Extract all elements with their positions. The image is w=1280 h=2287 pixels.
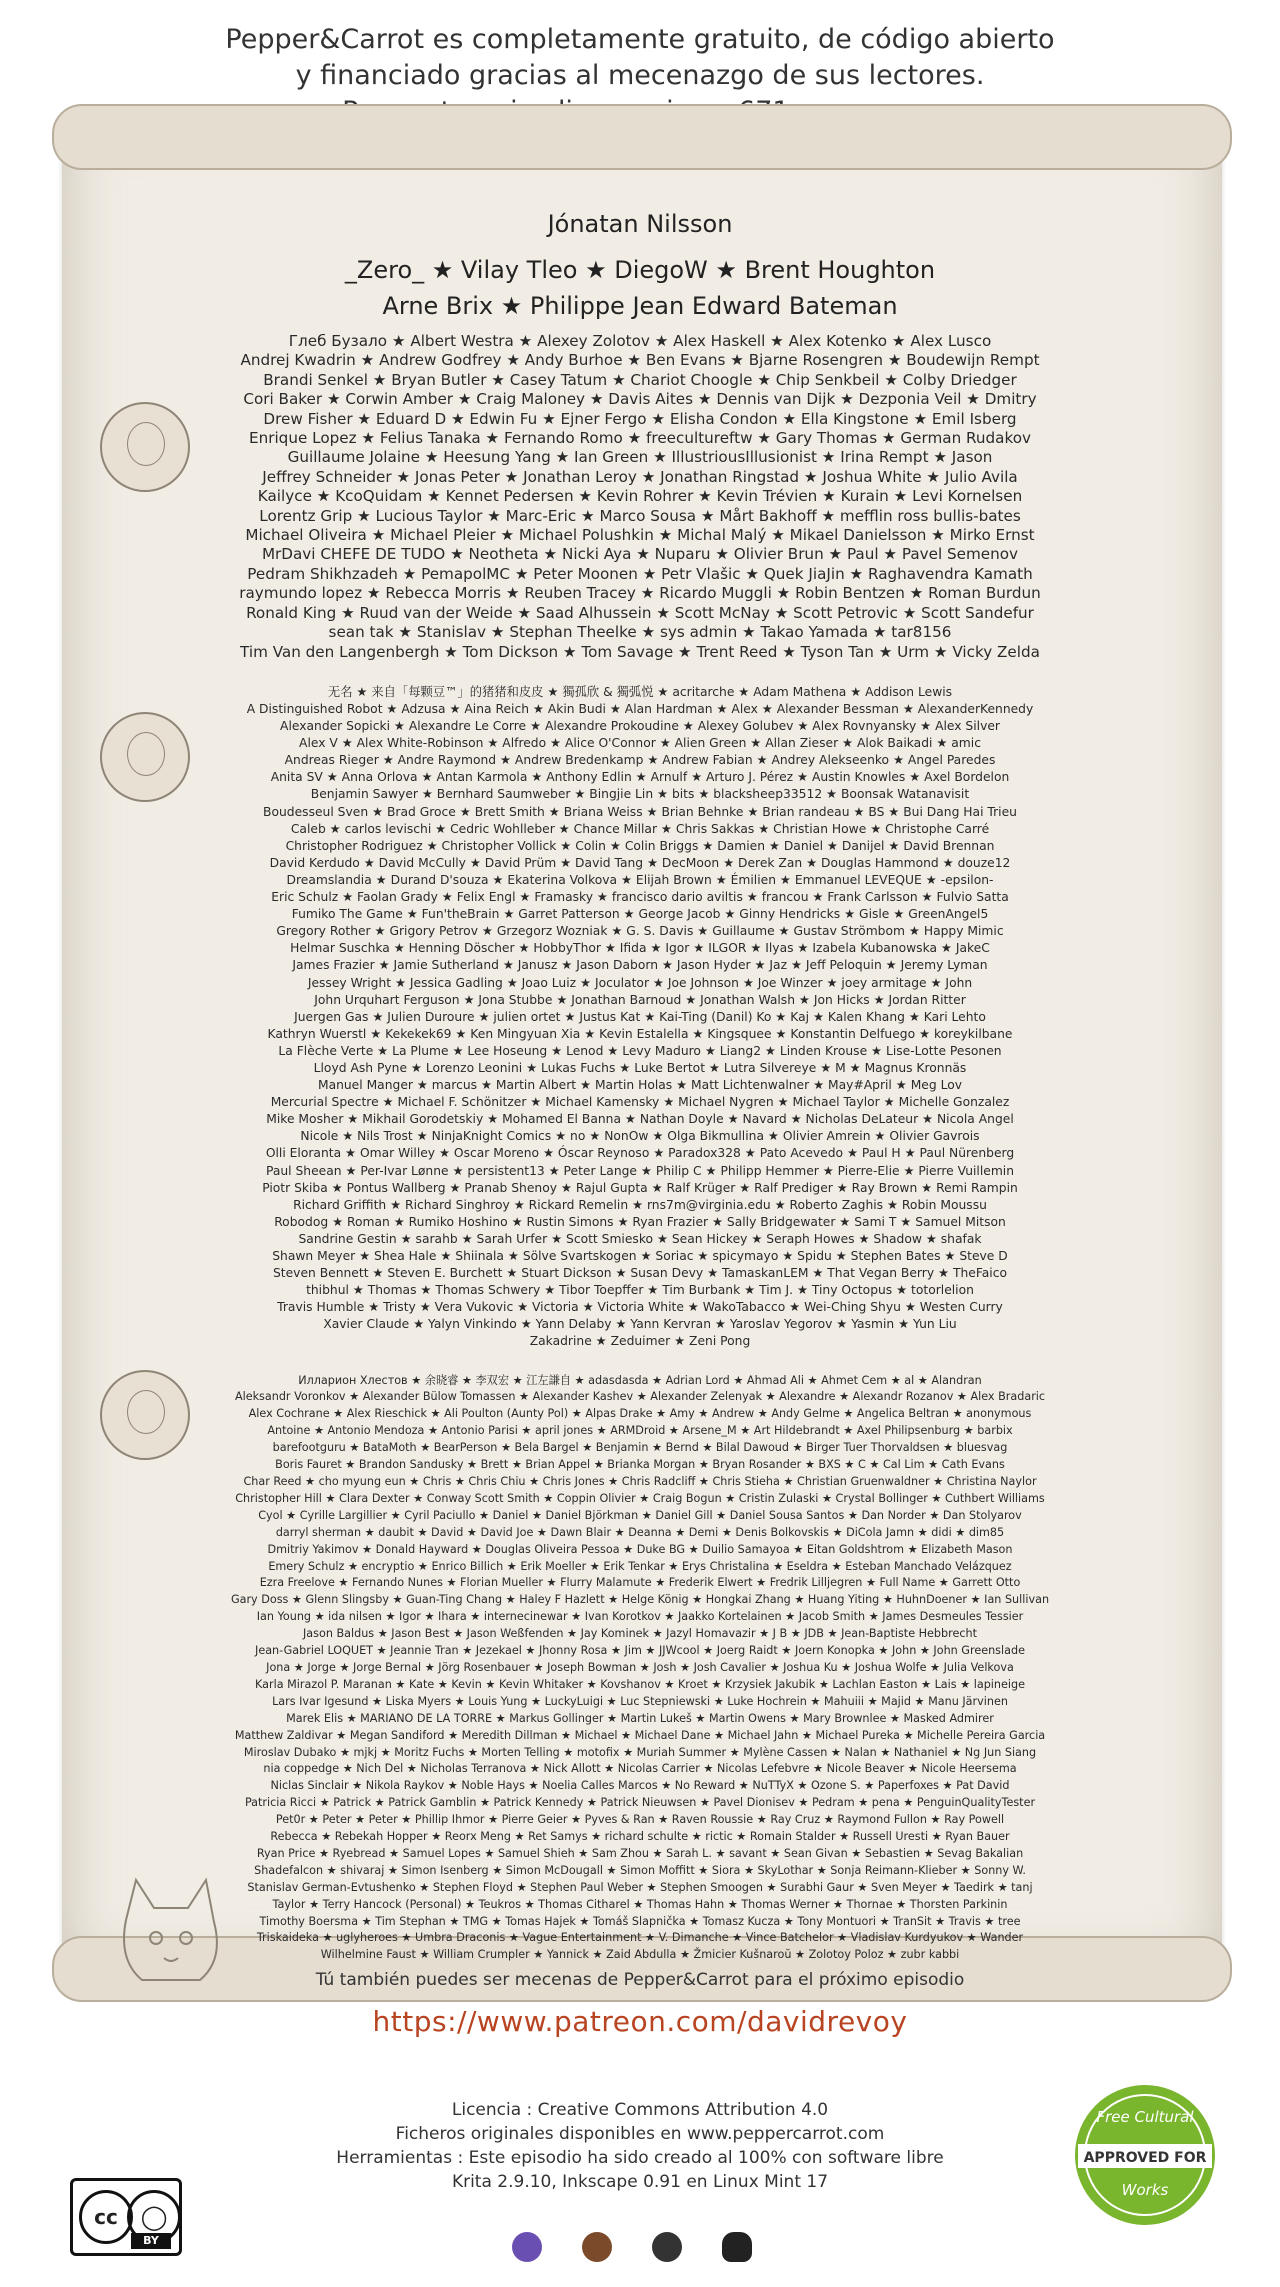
patron-line: Jason Baldus ★ Jason Best ★ Jason Weßfenden ★ Jay Kominek ★ Jazyl Homavazir ★ J B ★ JDB ★ Jean-Baptiste Hebbrecht — [303, 1627, 977, 1641]
patron-line: Karla Mirazol P. Maranan ★ Kate ★ Kevin ★ Kevin Whitaker ★ Kovshanov ★ Kroet ★ Krzysiek Jakubik ★ Lachlan Easton ★ Lais ★ lapineige — [255, 1677, 1025, 1691]
patron-line: La Flèche Verte ★ La Plume ★ Lee Hoseung ★ Lenod ★ Levy Maduro ★ Liang2 ★ Linden Krouse ★ Lise-Lotte Pesonen — [278, 1043, 1002, 1058]
header-line-1: Pepper&Carrot es completamente gratuito, de código abierto — [225, 24, 1055, 55]
patron-line: nia coppedge ★ Nich Del ★ Nicholas Terranova ★ Nick Allott ★ Nicolas Carrier ★ Nicolas Lefebvre ★ Nicole Beaver ★ Nicole Heersema — [263, 1762, 1017, 1776]
patron-line: Miroslav Dubako ★ mjkj ★ Moritz Fuchs ★ Morten Telling ★ motofix ★ Muriah Summer ★ Mylène Cassen ★ Nalan ★ Nathaniel ★ Ng Jun Siang — [243, 1745, 1037, 1759]
patron-line: Ryan Price ★ Ryebread ★ Samuel Lopes ★ Samuel Shieh ★ Sam Zhou ★ Sarah L. ★ savant ★ Sean Givan ★ Sebastien ★ Sevag Bakalian — [256, 1846, 1024, 1860]
patron-line: Gary Doss ★ Glenn Slingsby ★ Guan-Ting Chang ★ Haley F Hazlett ★ Helge König ★ Hongkai Zhang ★ Huang Yiting ★ HuhnDoener ★ Ian Sullivan — [230, 1593, 1050, 1607]
patron-line: Emery Schulz ★ encryptio ★ Enrico Billich ★ Erik Moeller ★ Erik Tenkar ★ Erys Christalina ★ Eseldra ★ Esteban Manchado Velázquez — [268, 1559, 1012, 1573]
patron-line: Andreas Rieger ★ Andre Raymond ★ Andrew Bredenkamp ★ Andrew Fabian ★ Andrey Alekseenko ★ Angel Paredes — [284, 753, 996, 768]
patron-line: Zakadrine ★ Zeduimer ★ Zeni Pong — [529, 1334, 751, 1349]
patron-line: Stanislav German-Evtushenko ★ Stephen Floyd ★ Stephen Paul Weber ★ Stephen Smoogen ★ Surabhi Gaur ★ Sven Meyer ★ Taedirk ★ tanj — [247, 1880, 1033, 1894]
gmic-icon — [582, 2232, 612, 2262]
patron-line: Lorentz Grip ★ Lucious Taylor ★ Marc-Eric ★ Marco Sousa ★ Mårt Bakhoff ★ mefflin ross bullis-bates — [259, 506, 1021, 525]
patron-line: Mercurial Spectre ★ Michael F. Schönitzer ★ Michael Kamensky ★ Michael Nygren ★ Michael Taylor ★ Michelle Gonzalez — [270, 1095, 1010, 1110]
patron-block-2 — [70, 684, 1210, 1351]
software-text: Krita 2.9.10, Inkscape 0.91 en Linux Mint 17 — [451, 2172, 829, 2192]
patron-line: Marek Elis ★ MARIANO DE LA TORRE ★ Markus Gollinger ★ Martin Lukeš ★ Martin Owens ★ Mary Brownlee ★ Masked Admirer — [286, 1711, 994, 1725]
patron-line: Matthew Zaldivar ★ Megan Sandiford ★ Meredith Dillman ★ Michael ★ Michael Dane ★ Michael Jahn ★ Michael Pureka ★ Michelle Pereira Garcia — [234, 1728, 1046, 1742]
patron-line: Triskaideka ★ uglyheroes ★ Umbra Draconis ★ Vague Entertainment ★ V. Dimanche ★ Vince Batchelor ★ Vladislav Kurdyukov ★ Wander — [256, 1931, 1024, 1945]
patron-line: Kailyce ★ KcoQuidam ★ Kennet Pedersen ★ Kevin Rohrer ★ Kevin Trévien ★ Kurain ★ Levi Kornelsen — [257, 487, 1023, 506]
patron-line: thibhul ★ Thomas ★ Thomas Schwery ★ Tibor Toepffer ★ Tim Burbank ★ Tim J. ★ Tiny Octopus ★ totorlelion — [306, 1283, 974, 1298]
patron-line: Boudesseul Sven ★ Brad Groce ★ Brett Smith ★ Briana Weiss ★ Brian Behnke ★ Brian randeau ★ BS ★ Bui Dang Hai Trieu — [263, 804, 1017, 819]
patron-line: sean tak ★ Stanislav ★ Stephan Theelke ★ sys admin ★ Takao Yamada ★ tar8156 — [328, 623, 952, 642]
patron-line: Lloyd Ash Pyne ★ Lorenzo Leonini ★ Lukas Fuchs ★ Luke Bertot ★ Lutra Silvereye ★ M ★ Magnus Kronnäs — [313, 1060, 967, 1075]
patron-line: John Urquhart Ferguson ★ Jona Stubbe ★ Jonathan Barnoud ★ Jonathan Walsh ★ Jon Hicks ★ Jordan Ritter — [314, 992, 966, 1007]
patron-line: Drew Fisher ★ Eduard D ★ Edwin Fu ★ Ejner Fergo ★ Elisha Condon ★ Ella Kingstone ★ Emil Isberg — [263, 409, 1017, 428]
patron-line: Mike Mosher ★ Mikhail Gorodetskiy ★ Mohamed El Banna ★ Nathan Doyle ★ Navard ★ Nicholas DeLateur ★ Nicola Angel — [266, 1112, 1014, 1127]
patron-line: Jessey Wright ★ Jessica Gadling ★ Joao Luiz ★ Joculator ★ Joe Johnson ★ Joe Winzer ★ joey armitage ★ John — [307, 975, 973, 990]
badge-top-text: Free Cultural — [1096, 2108, 1194, 2126]
patron-line: Илларион Хлестов ★ 余晓睿 ★ 李双宏 ★ 江左謙自 ★ adasdasda ★ Adrian Lord ★ Ahmad Ali ★ Ahmet Cem ★ al ★ Alandran — [298, 1373, 982, 1387]
tier2-patrons — [70, 252, 1210, 324]
patron-line: Niclas Sinclair ★ Nikola Raykov ★ Noble Hays ★ Noelia Calles Marcos ★ No Reward ★ NuTTyX ★ Ozone S. ★ Paperfoxes ★ Pat David — [270, 1779, 1010, 1793]
patron-line: James Frazier ★ Jamie Sutherland ★ Janusz ★ Jason Daborn ★ Jason Hyder ★ Jaz ★ Jeff Peloquin ★ Jeremy Lyman — [292, 958, 988, 973]
license-text: Licencia : Creative Commons Attribution 4.0 — [451, 2100, 829, 2120]
patron-line: Travis Humble ★ Tristy ★ Vera Vukovic ★ Victoria ★ Victoria White ★ WakoTabacco ★ Wei-Ching Shyu ★ Westen Curry — [277, 1300, 1003, 1315]
attribution-person-icon: ◯ — [127, 2190, 181, 2244]
patron-line: A Distinguished Robot ★ Adzusa ★ Aina Reich ★ Akin Budi ★ Alan Hardman ★ Alex ★ Alexander Bessman ★ AlexanderKennedy — [246, 702, 1034, 716]
patron-line: Nicole ★ Nils Trost ★ NinjaKnight Comics ★ no ★ NonOw ★ Olga Bikmullina ★ Olivier Amrein ★ Olivier Gavrois — [300, 1129, 980, 1144]
patron-line: Guillaume Jolaine ★ Heesung Yang ★ Ian Green ★ IllustriousIllusionist ★ Irina Rempt ★ Jason — [287, 448, 993, 467]
patron-line: Jean-Gabriel LOQUET ★ Jeannie Tran ★ Jezekael ★ Jhonny Rosa ★ Jim ★ JJWcool ★ Joerg Raidt ★ Joern Konopka ★ John ★ John Greenslade — [255, 1644, 1025, 1658]
patron-line: Tim Van den Langenbergh ★ Tom Dickson ★ Tom Savage ★ Trent Reed ★ Tyson Tan ★ Urm ★ Vicky Zelda — [240, 642, 1040, 661]
patron-line: Jeffrey Schneider ★ Jonas Peter ★ Jonathan Leroy ★ Jonathan Ringstad ★ Joshua White ★ Julio Avila — [262, 467, 1018, 486]
patron-line: Olli Eloranta ★ Omar Willey ★ Oscar Moreno ★ Óscar Reynoso ★ Paradox328 ★ Pato Acevedo ★ Paul H ★ Paul Nürenberg — [265, 1146, 1015, 1161]
patron-line: Antoine ★ Antonio Mendoza ★ Antonio Parisi ★ april jones ★ ARMDroid ★ Arsene_M ★ Art Hildebrandt ★ Axel Philipsenburg ★ barbix — [267, 1424, 1013, 1438]
tier2-line: _Zero_ ★ Vilay Tleo ★ DiegoW ★ Brent Houghton — [344, 256, 936, 284]
patron-line: Paul Sheean ★ Per-Ivar Lønne ★ persistent13 ★ Peter Lange ★ Philip C ★ Philipp Hemmer ★ Pierre-Elie ★ Pierre Vuillemin — [265, 1163, 1015, 1178]
sources-text: Ficheros originales disponibles en www.peppercarrot.com — [395, 2124, 885, 2144]
patron-block-1 — [70, 332, 1210, 662]
patron-line: Boris Fauret ★ Brandon Sandusky ★ Brett ★ Brian Appel ★ Brianka Morgan ★ Bryan Rosander ★ BXS ★ C ★ Cal Lim ★ Cath Evans — [275, 1458, 1005, 1472]
krita-icon — [512, 2232, 542, 2262]
patron-line: 无名 ★ 来自「每颗豆™」的猪猪和皮皮 ★ 獨孤欣 & 獨弧悦 ★ acritarche ★ Adam Mathena ★ Addison Lewis — [327, 684, 953, 699]
patron-line: Timothy Boersma ★ Tim Stephan ★ TMG ★ Tomas Hajek ★ Tomáš Slapnička ★ Tomasz Kucza ★ Tony Montuori ★ TranSit ★ Travis ★ tree — [259, 1914, 1021, 1928]
cta-text: Tú también puedes ser mecenas de Pepper&Carrot para el próximo episodio — [315, 1970, 965, 1990]
patron-line: Dmitriy Yakimov ★ Donald Hayward ★ Douglas Oliveira Pessoa ★ Duke BG ★ Duilio Samayoa ★ Eitan Goldshtrom ★ Elizabeth Mason — [267, 1542, 1013, 1556]
patron-line: Fumiko The Game ★ Fun'theBrain ★ Garret Patterson ★ George Jacob ★ Ginny Hendricks ★ Gisle ★ GreenAngel5 — [291, 907, 989, 922]
patron-line: Ian Young ★ ida nilsen ★ Igor ★ Ihara ★ internecinewar ★ Ivan Korotkov ★ Jaakko Kortelainen ★ Jacob Smith ★ James Desmeules Tessier — [256, 1610, 1024, 1624]
patron-line: Pet0r ★ Peter ★ Peter ★ Phillip Ihmor ★ Pierre Geier ★ Pyves & Ran ★ Raven Roussie ★ Ray Cruz ★ Raymond Fullon ★ Ray Powell — [275, 1813, 1005, 1827]
badge-bottom-text: Works — [1121, 2181, 1169, 2199]
patron-line: Christopher Hill ★ Clara Dexter ★ Conway Scott Smith ★ Coppin Olivier ★ Craig Bogun ★ Cristin Zulaski ★ Crystal Bollinger ★ Cuthbert Williams — [235, 1491, 1045, 1505]
patron-line: Shawn Meyer ★ Shea Hale ★ Shiinala ★ Sölve Svartskogen ★ Soriac ★ spicymayo ★ Spidu ★ Stephen Bates ★ Steve D — [272, 1249, 1008, 1263]
patron-line: Pedram Shikhzadeh ★ PemapolMC ★ Peter Moonen ★ Petr Vlašic ★ Quek JiaJin ★ Raghavendra Kamath — [247, 564, 1033, 583]
patron-line: raymundo lopez ★ Rebecca Morris ★ Reuben Tracey ★ Ricardo Muggli ★ Robin Bentzen ★ Roman Burdun — [239, 584, 1041, 603]
patron-line: Char Reed ★ cho myung eun ★ Chris ★ Chris Chiu ★ Chris Jones ★ Chris Radcliff ★ Chris Stieha ★ Christian Gruenwaldner ★ Christina Naylor — [243, 1475, 1037, 1488]
patron-line: Enrique Lopez ★ Felius Tanaka ★ Fernando Romo ★ freecultureftw ★ Gary Thomas ★ German Rudakov — [249, 429, 1031, 448]
tier2-line: Arne Brix ★ Philippe Jean Edward Bateman — [382, 292, 898, 320]
linux-tux-icon — [722, 2232, 752, 2262]
patron-line: Anita SV ★ Anna Orlova ★ Antan Karmola ★ Anthony Edlin ★ Arnulf ★ Arturo J. Pérez ★ Austin Knowles ★ Axel Bordelon — [270, 770, 1010, 785]
patron-line: Cyol ★ Cyrille Largillier ★ Cyril Paciullo ★ Daniel ★ Daniel Björkman ★ Daniel Gill ★ Daniel Sousa Santos ★ Dan Norder ★ Dan Stolyarov — [258, 1508, 1022, 1522]
patron-line: barefootguru ★ BataMoth ★ BearPerson ★ Bela Bargel ★ Benjamin ★ Bernd ★ Bilal Dawoud ★ Birger Tuer Thorvaldsen ★ bluesvag — [272, 1441, 1008, 1455]
patron-line: Brandi Senkel ★ Bryan Butler ★ Casey Tatum ★ Chariot Choogle ★ Chip Senkbeil ★ Colby Driedger — [263, 370, 1017, 389]
patron-line: Dreamslandia ★ Durand D'souza ★ Ekaterina Volkova ★ Elijah Brown ★ Émilien ★ Emmanuel LEVEQUE ★ -epsilon- — [286, 872, 994, 887]
top-patron: Jónatan Nilsson — [547, 210, 733, 238]
patron-list — [70, 200, 1210, 1964]
cc-logo: cc — [79, 2190, 133, 2244]
patron-line: Ezra Freelove ★ Fernando Nunes ★ Florian Mueller ★ Flurry Malamute ★ Frederik Elwert ★ Fredrik Lilljegren ★ Full Name ★ Garrett Otto — [259, 1576, 1021, 1590]
patron-line: Caleb ★ carlos levischi ★ Cedric Wohlleber ★ Chance Millar ★ Chris Sakkas ★ Christian Howe ★ Christophe Carré — [290, 821, 990, 836]
patron-line: Ronald King ★ Ruud van der Weide ★ Saad Alhussein ★ Scott McNay ★ Scott Petrovic ★ Scott Sandefur — [246, 603, 1034, 622]
patron-line: Christopher Rodriguez ★ Christopher Vollick ★ Colin ★ Colin Briggs ★ Damien ★ Daniel ★ Danijel ★ David Brennan — [285, 838, 995, 853]
patron-line: Richard Griffith ★ Richard Singhroy ★ Rickard Remelin ★ rns7m@virginia.edu ★ Roberto Zaghis ★ Robin Moussu — [293, 1197, 987, 1212]
patron-line: Alex V ★ Alex White-Robinson ★ Alfredo ★ Alice O'Connor ★ Alien Green ★ Allan Zieser ★ Alok Baikadi ★ amic — [299, 736, 981, 751]
patron-block-3 — [70, 1373, 1210, 1965]
tools-text: Herramientas : Este episodio ha sido creado al 100% con software libre — [336, 2148, 944, 2168]
patron-line: Глеб Бузало ★ Albert Westra ★ Alexey Zolotov ★ Alex Haskell ★ Alex Kotenko ★ Alex Lusco — [288, 332, 992, 350]
patron-line: Cori Baker ★ Corwin Amber ★ Craig Maloney ★ Davis Aites ★ Dennis van Dijk ★ Dezponia Veil ★ Dmitry — [243, 390, 1037, 409]
inkscape-icon — [652, 2232, 682, 2262]
patron-line: Shadefalcon ★ shivaraj ★ Simon Isenberg ★ Simon McDougall ★ Simon Moffitt ★ Siora ★ SkyLothar ★ Sonja Reimann-Klieber ★ Sonny W. — [254, 1863, 1026, 1877]
software-icons — [512, 2232, 752, 2268]
patron-line: David Kerdudo ★ David McCully ★ David Prüm ★ David Tang ★ DecMoon ★ Derek Zan ★ Douglas Hammond ★ douze12 — [269, 855, 1011, 870]
patron-line: Xavier Claude ★ Yalyn Vinkindo ★ Yann Delaby ★ Yann Kervran ★ Yaroslav Yegorov ★ Yasmin ★ Yun Liu — [323, 1317, 957, 1332]
cc-by-badge-icon[interactable] — [70, 2178, 182, 2256]
patron-line: Lars Ivar Igesund ★ Liska Myers ★ Louis Yung ★ LuckyLuigi ★ Luc Stepniewski ★ Luke Hochrein ★ Mahuiii ★ Majid ★ Manu Järvinen — [272, 1694, 1008, 1708]
patron-line: Alex Cochrane ★ Alex Rieschick ★ Ali Poulton (Aunty Pol) ★ Alpas Drake ★ Amy ★ Andrew ★ Andy Gelme ★ Angelica Beltran ★ anonymous — [248, 1407, 1032, 1421]
patron-line: Alexander Sopicki ★ Alexandre Le Corre ★ Alexandre Prokoudine ★ Alexey Golubev ★ Alex Rovnyansky ★ Alex Silver — [280, 719, 1000, 734]
patron-line: Rebecca ★ Rebekah Hopper ★ Reorx Meng ★ Ret Samys ★ richard schulte ★ rictic ★ Romain Stalder ★ Russell Uresti ★ Ryan Bauer — [270, 1830, 1010, 1844]
patron-line: Eric Schulz ★ Faolan Grady ★ Felix Engl ★ Framasky ★ francisco dario aviltis ★ francou ★ Frank Carlsson ★ Fulvio Satta — [271, 890, 1009, 905]
free-cultural-works-badge-icon[interactable] — [1070, 2080, 1220, 2230]
patron-line: Robodog ★ Roman ★ Rumiko Hoshino ★ Rustin Simons ★ Ryan Frazier ★ Sally Bridgewater ★ Sami T ★ Samuel Mitson — [274, 1214, 1006, 1229]
patron-line: Kathryn Wuerstl ★ Kekekek69 ★ Ken Mingyuan Xia ★ Kevin Estalella ★ Kingsquee ★ Konstantin Delfuego ★ koreykilbane — [267, 1026, 1013, 1041]
patron-line: Steven Bennett ★ Steven E. Burchett ★ Stuart Dickson ★ Susan Devy ★ TamaskanLEM ★ That Vegan Berry ★ TheFaico — [272, 1266, 1007, 1281]
patron-line: Benjamin Sawyer ★ Bernhard Saumweber ★ Bingjie Lin ★ bits ★ blacksheep33512 ★ Boonsak Watanavisit — [310, 787, 970, 802]
patron-line: Piotr Skiba ★ Pontus Wallberg ★ Pranab Shenoy ★ Rajul Gupta ★ Ralf Krüger ★ Ralf Prediger ★ Ray Brown ★ Remi Rampin — [262, 1180, 1018, 1195]
patron-line: Patricia Ricci ★ Patrick ★ Patrick Gamblin ★ Patrick Kennedy ★ Patrick Nieuwsen ★ Pavel Dionisev ★ Pedram ★ pena ★ PenguinQualityTester — [244, 1796, 1036, 1810]
patron-line: Jona ★ Jorge ★ Jorge Bernal ★ Jörg Rosenbauer ★ Joseph Bowman ★ Josh ★ Josh Cavalier ★ Joshua Ku ★ Joshua Wolfe ★ Julia Velkova — [266, 1660, 1014, 1674]
patron-line: Juergen Gas ★ Julien Duroure ★ julien ortet ★ Justus Kat ★ Kai-Ting (Danil) Ko ★ Kaj ★ Kalen Khang ★ Kari Lehto — [294, 1009, 986, 1024]
patron-line: Taylor ★ Terry Hancock (Personal) ★ Teukros ★ Thomas Citharel ★ Thomas Hahn ★ Thomas Werner ★ Thornae ★ Thorsten Parkinin — [272, 1897, 1008, 1911]
badge-middle-text: APPROVED FOR — [1083, 2150, 1207, 2166]
patron-line: Wilhelmine Faust ★ William Crumpler ★ Yannick ★ Zaid Abdulla ★ Žmicier Kušnaroŭ ★ Zolotoy Poloz ★ zubr kabbi — [320, 1948, 960, 1962]
by-label: BY — [131, 2233, 171, 2249]
patron-line: Sandrine Gestin ★ sarahb ★ Sarah Urfer ★ Scott Smiesko ★ Sean Hickey ★ Seraph Howes ★ Shadow ★ shafak — [298, 1231, 982, 1246]
patron-line: Andrej Kwadrin ★ Andrew Godfrey ★ Andy Burhoe ★ Ben Evans ★ Bjarne Rosengren ★ Boudewijn Rempt — [240, 351, 1040, 370]
scroll-top-roll — [52, 104, 1232, 170]
patron-line: Aleksandr Voronkov ★ Alexander Bülow Tomassen ★ Alexander Kashev ★ Alexander Zelenyak ★ Alexandre ★ Alexandr Rozanov ★ Alex Bradaric — [234, 1390, 1046, 1404]
patron-line: Helmar Suschka ★ Henning Döscher ★ HobbyThor ★ Ifida ★ Igor ★ ILGOR ★ Ilyas ★ Izabela Kubanowska ★ JakeC — [290, 941, 990, 956]
patron-line: MrDavi CHEFE DE TUDO ★ Neotheta ★ Nicki Aya ★ Nuparu ★ Olivier Brun ★ Paul ★ Pavel Semenov — [261, 545, 1019, 564]
patron-line: Michael Oliveira ★ Michael Pleier ★ Michael Polushkin ★ Michal Malý ★ Mikael Danielsson ★ Mirko Ernst — [245, 526, 1035, 545]
patron-line: Gregory Rother ★ Grigory Petrov ★ Grzegorz Wozniak ★ G. S. Davis ★ Guillaume ★ Gustav Strömbom ★ Happy Mimic — [276, 924, 1004, 939]
patron-line: Manuel Manger ★ marcus ★ Martin Albert ★ Martin Holas ★ Matt Lichtenwalner ★ May#April ★ Meg Lov — [317, 1078, 963, 1093]
patreon-link[interactable]: https://www.patreon.com/davidrevoy — [372, 2005, 908, 2038]
patron-line: darryl sherman ★ daubit ★ David ★ David Joe ★ Dawn Blair ★ Deanna ★ Demi ★ Denis Bolkovskis ★ DiCola Jamn ★ didi ★ dim85 — [275, 1525, 1005, 1539]
header-line-2: y financiado gracias al mecenazgo de sus lectores. — [295, 60, 985, 91]
